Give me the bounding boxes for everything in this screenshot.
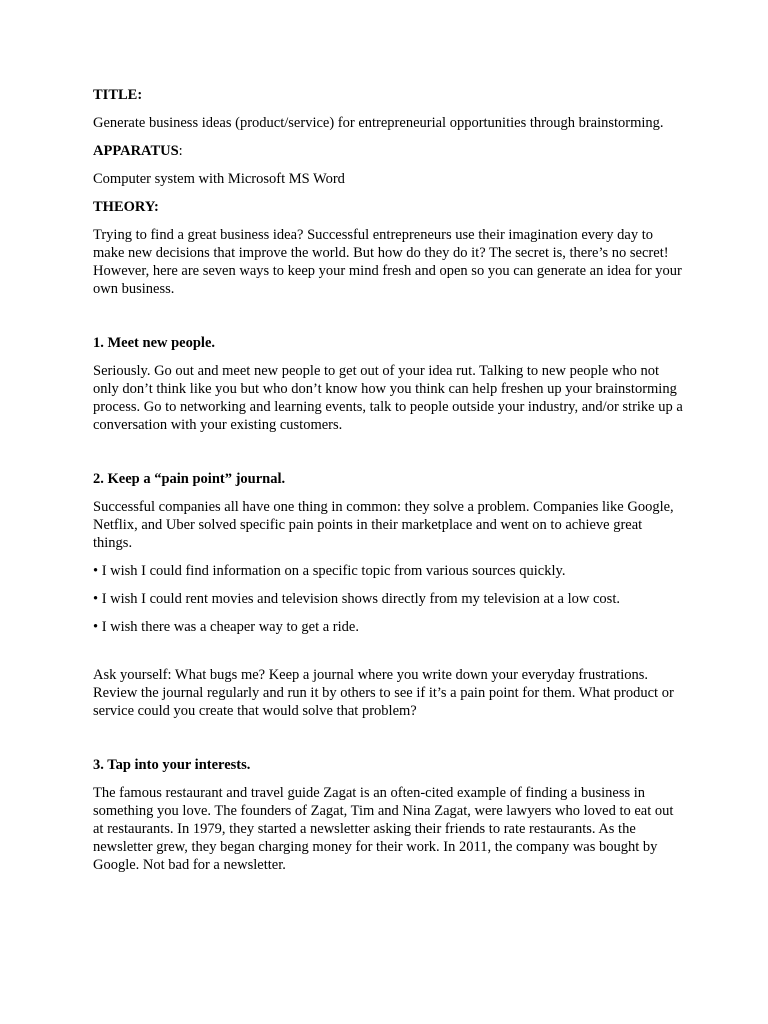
section-2-text: Successful companies all have one thing in common: they solve a problem. Companies like Google, Netflix, and Uber solved specific pain points in their marketplace and went on to achieve great things. (93, 499, 674, 551)
apparatus-text: Computer system with Microsoft MS Word (93, 171, 345, 187)
section-2-followup: Ask yourself: What bugs me? Keep a journal where you write down your everyday frustrations. Review the journal regularly and run it by others to see if it’s a pain point for them. What product or service could you create that would solve that problem? (93, 667, 674, 719)
bullet-item: • I wish there was a cheaper way to get a ride. (93, 619, 359, 635)
apparatus-heading-line (93, 142, 683, 160)
section-2-heading: 2. Keep a “pain point” journal. (93, 471, 286, 487)
spacer (93, 646, 683, 666)
theory-heading: THEORY: (93, 199, 159, 215)
section-1-text: Seriously. Go out and meet new people to get out of your idea rut. Talking to new people who not only don’t think like you but who don’t know how you think can help freshen up your brainstorming process. Go to networking and learning events, talk to people outside your industry, and/or strike up a conversation with your existing customers. (93, 363, 683, 433)
section-1-heading: 1. Meet new people. (93, 335, 216, 351)
bullet-item: • I wish I could rent movies and television shows directly from my television at a low cost. (93, 591, 620, 607)
spacer (93, 308, 683, 334)
section-3-heading: 3. Tap into your interests. (93, 757, 251, 773)
bullet-item: • I wish I could find information on a specific topic from various sources quickly. (93, 563, 566, 579)
title-text: Generate business ideas (product/service) for entrepreneurial opportunities through brainstorming. (93, 115, 664, 131)
document-page (93, 86, 683, 884)
apparatus-colon: : (178, 143, 183, 159)
title-heading: TITLE: (93, 87, 143, 103)
apparatus-heading: APPARATUS (93, 143, 179, 159)
section-3-text: The famous restaurant and travel guide Zagat is an often-cited example of finding a business in something you love. The founders of Zagat, Tim and Nina Zagat, were lawyers who loved to eat out at restaurants. In 1979, they started a newsletter asking their friends to rate restaurants. As the newsletter grew, they began charging money for their work. In 2011, the company was bought by Google. Not bad for a newsletter. (93, 785, 674, 873)
spacer (93, 444, 683, 470)
spacer (93, 730, 683, 756)
theory-text: Trying to find a great business idea? Successful entrepreneurs use their imagination every day to make new decisions that improve the world. But how do they do it? The secret is, there’s no secret! However, here are seven ways to keep your mind fresh and open so you can generate an idea for your own business. (93, 227, 682, 297)
